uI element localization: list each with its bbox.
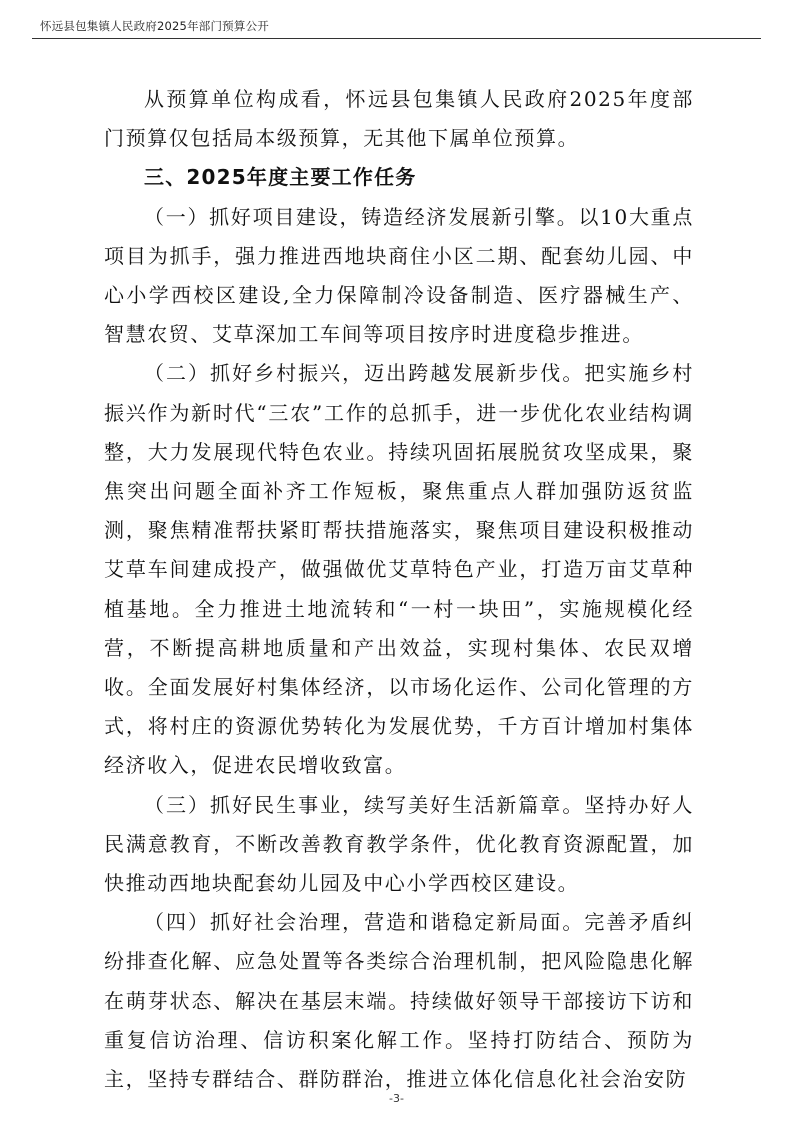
document-body — [104, 80, 694, 1099]
paragraph-livelihood: （三）抓好民生事业，续写美好生活新篇章。坚持办好人民满意教育，不断改善教育教学条件，优化教育资源配置，加快推动西地块配套幼儿园及中心小学西校区建设。 — [104, 792, 694, 896]
section-heading-main-tasks: 三、2025年度主要工作任务 — [144, 165, 417, 190]
page-number: -3- — [389, 1092, 404, 1105]
paragraph-social-governance: （四）抓好社会治理，营造和谐稳定新局面。完善矛盾纠纷排查化解、应急处置等各类综合治理机制，把风险隐患化解在萌芽状态、解决在基层末端。持续做好领导干部接访下访和重复信访治理、信访积案化解工作。坚持打防结合、预防为主，坚持专群结合、群防群治，推进立体化信息化社会治安防 — [104, 910, 694, 1092]
paragraph-project-construction: （一）抓好项目建设，铸造经济发展新引擎。以10大重点项目为抓手，强力推进西地块商住小区二期、配套幼儿园、中心小学西校区建设,全力保障制冷设备制造、医疗器械生产、智慧农贸、艾草深加工车间等项目按序时进度稳步推进。 — [104, 204, 694, 347]
paragraph-rural-revitalization: （二）抓好乡村振兴，迈出跨越发展新步伐。把实施乡村振兴作为新时代“三农”工作的总抓手，进一步优化农业结构调整，大力发展现代特色农业。持续巩固拓展脱贫攻坚成果，聚焦突出问题全面补齐工作短板，聚焦重点人群加强防返贫监测，聚焦精准帮扶紧盯帮扶措施落实，聚焦项目建设积极推动艾草车间建成投产，做强做优艾草特色产业，打造万亩艾草种植基地。全力推进土地流转和“一村一块田”，实施规模化经营，不断提高耕地质量和产出效益，实现村集体、农民双增收。全面发展好村集体经济，以市场化运作、公司化管理的方式，将村庄的资源优势转化为发展优势，千方百计增加村集体经济收入，促进农民增收致富。 — [104, 361, 694, 778]
header-divider — [32, 38, 761, 39]
paragraph-budget-unit: 从预算单位构成看，怀远县包集镇人民政府2025年度部门预算仅包括局本级预算，无其他下属单位预算。 — [104, 87, 694, 151]
running-header: 怀远县包集镇人民政府2025年部门预算公开 — [40, 19, 269, 33]
